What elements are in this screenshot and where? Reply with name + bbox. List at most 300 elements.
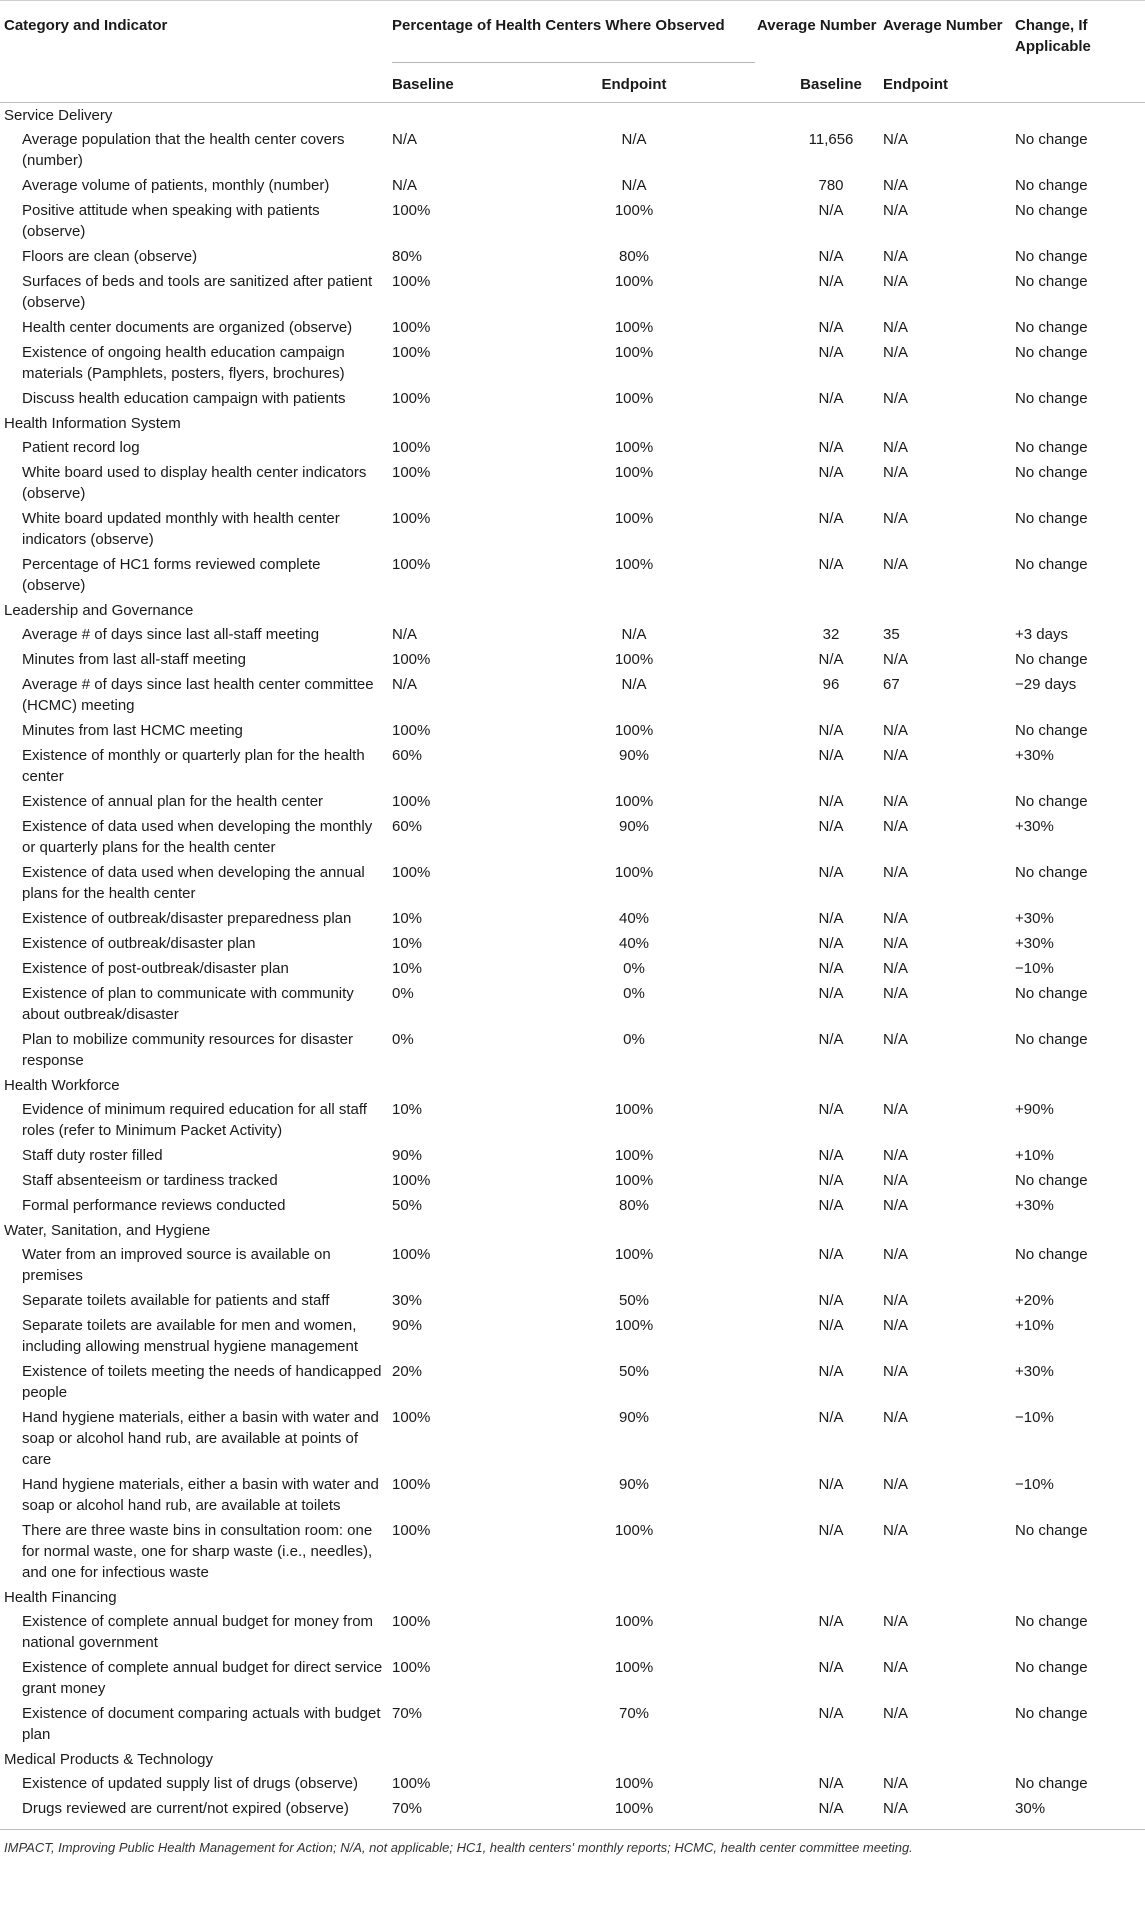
avg-endpoint-cell: N/A	[883, 343, 909, 361]
change-cell: No change	[1015, 984, 1088, 1002]
pct-baseline-cell: 100%	[392, 1521, 431, 1539]
indicator-cell: Existence of complete annual budget for direct service grant money	[22, 1658, 383, 1697]
avg-baseline-cell: N/A	[818, 1658, 844, 1676]
indicator-cell: Existence of outbreak/disaster plan	[22, 934, 256, 952]
avg-baseline-cell: N/A	[818, 318, 844, 336]
table-row	[0, 860, 1145, 906]
indicator-cell: Existence of post-outbreak/disaster plan	[22, 959, 289, 977]
avg-baseline-cell: N/A	[818, 1030, 844, 1048]
change-cell: No change	[1015, 247, 1088, 265]
avg-endpoint-cell: 35	[883, 625, 900, 643]
pct-baseline-cell: 10%	[392, 909, 423, 927]
category-row	[0, 1585, 1145, 1609]
change-cell: No change	[1015, 272, 1088, 290]
avg-baseline-cell: N/A	[818, 463, 844, 481]
change-cell: No change	[1015, 1171, 1088, 1189]
avg-baseline-cell: N/A	[818, 959, 844, 977]
change-cell: −10%	[1015, 959, 1054, 977]
table-row	[0, 622, 1145, 647]
pct-endpoint-cell: 100%	[614, 438, 654, 456]
change-cell: +30%	[1015, 817, 1054, 835]
avg-endpoint-cell: N/A	[883, 909, 909, 927]
avg-endpoint-cell: N/A	[883, 1100, 909, 1118]
table-row	[0, 1027, 1145, 1073]
table-header	[0, 1, 1145, 103]
indicator-cell: Separate toilets are available for men and women, including allowing menstrual hygiene management	[22, 1316, 359, 1355]
avg-endpoint-cell: N/A	[883, 959, 909, 977]
category-row	[0, 1747, 1145, 1771]
change-cell: +30%	[1015, 934, 1054, 952]
pct-baseline-cell: N/A	[392, 130, 418, 148]
indicator-cell: Minutes from last all-staff meeting	[22, 650, 246, 668]
indicator-cell: White board updated monthly with health center indicators (observe)	[22, 509, 340, 548]
avg-endpoint-cell: N/A	[883, 1316, 909, 1334]
pct-endpoint-cell: 100%	[614, 650, 654, 668]
avg-endpoint-cell: N/A	[883, 1245, 909, 1263]
pct-endpoint-cell: 80%	[618, 247, 650, 265]
pct-baseline-cell: 10%	[392, 934, 423, 952]
avg-endpoint-cell: N/A	[883, 176, 909, 194]
avg-endpoint-cell: N/A	[883, 746, 909, 764]
table-row	[0, 1796, 1145, 1830]
pct-baseline-cell: 100%	[392, 272, 431, 290]
table-row	[0, 244, 1145, 269]
table-row	[0, 931, 1145, 956]
table-row	[0, 173, 1145, 198]
pct-baseline-cell: 100%	[392, 318, 431, 336]
avg-endpoint-cell: N/A	[883, 318, 909, 336]
pct-baseline-cell: 60%	[392, 746, 423, 764]
indicator-cell: Staff duty roster filled	[22, 1146, 163, 1164]
indicator-cell: Existence of ongoing health education campaign materials (Pamphlets, posters, flyers, brochures)	[22, 343, 345, 382]
table-row	[0, 127, 1145, 173]
category-label: Health Financing	[4, 1588, 117, 1606]
avg-endpoint-cell: N/A	[883, 1704, 909, 1722]
pct-endpoint-cell: 100%	[614, 463, 654, 481]
pct-endpoint-cell: 100%	[614, 555, 654, 573]
table-row	[0, 1313, 1145, 1359]
pct-endpoint-cell: 100%	[614, 1100, 654, 1118]
pct-baseline-cell: 100%	[392, 343, 431, 361]
avg-baseline-cell: N/A	[818, 1612, 844, 1630]
avg-endpoint-cell: N/A	[883, 201, 909, 219]
avg-baseline-cell: N/A	[818, 1475, 844, 1493]
table-row	[0, 1242, 1145, 1288]
pct-baseline-cell: 10%	[392, 1100, 423, 1118]
table-row	[0, 435, 1145, 460]
avg-endpoint-cell: N/A	[877, 1796, 1009, 1830]
table-row	[0, 718, 1145, 743]
avg-baseline-cell: N/A	[818, 389, 844, 407]
avg-baseline-cell: N/A	[818, 746, 844, 764]
change-cell: −10%	[1015, 1475, 1054, 1493]
pct-endpoint-cell: 70%	[618, 1704, 650, 1722]
avg-endpoint-cell: N/A	[883, 792, 909, 810]
table-row	[0, 506, 1145, 552]
table-row	[0, 315, 1145, 340]
pct-endpoint-cell: 100%	[614, 318, 654, 336]
change-cell: No change	[1015, 792, 1088, 810]
category-row	[0, 1218, 1145, 1242]
change-cell: No change	[1015, 463, 1088, 481]
pct-endpoint-cell: 100%	[614, 343, 654, 361]
pct-baseline-cell: 10%	[392, 959, 423, 977]
indicator-cell: Hand hygiene materials, either a basin with water and soap or alcohol hand rub, are available at points of care	[22, 1408, 379, 1468]
pct-endpoint-cell: 40%	[618, 909, 650, 927]
pct-endpoint-cell: 0%	[623, 959, 645, 977]
table-body	[0, 103, 1145, 1830]
pct-baseline-cell: 80%	[392, 247, 423, 265]
avg-baseline-cell: N/A	[818, 817, 844, 835]
table-row	[0, 672, 1145, 718]
avg-baseline-cell: N/A	[818, 984, 844, 1002]
indicator-cell: There are three waste bins in consultation room: one for normal waste, one for sharp waste (i.e., needles), and one for infectious waste	[22, 1521, 373, 1581]
change-cell: No change	[1015, 509, 1088, 527]
pct-baseline-cell: 100%	[392, 389, 431, 407]
change-cell: +20%	[1015, 1291, 1054, 1309]
avg-baseline-cell: N/A	[755, 1796, 877, 1830]
percentage-header	[390, 1, 755, 63]
avg-endpoint-cell: N/A	[883, 463, 909, 481]
pct-endpoint-cell: 100%	[614, 1774, 654, 1792]
pct-endpoint-cell: 90%	[618, 1408, 650, 1426]
indicator-cell: Existence of outbreak/disaster preparedness plan	[22, 909, 352, 927]
change-cell: No change	[1015, 721, 1088, 739]
pct-endpoint-cell: 0%	[623, 984, 645, 1002]
table-row	[0, 981, 1145, 1027]
indicator-cell: Existence of toilets meeting the needs of handicapped people	[22, 1362, 382, 1401]
pct-baseline-cell: 60%	[392, 817, 423, 835]
change-cell: No change	[1015, 1658, 1088, 1676]
avg-endpoint-cell: N/A	[883, 130, 909, 148]
indicator-cell: Average population that the health center covers (number)	[22, 130, 345, 169]
pct-baseline-cell: 90%	[392, 1146, 423, 1164]
pct-baseline-cell: 100%	[392, 201, 431, 219]
indicator-cell: Separate toilets available for patients and staff	[22, 1291, 330, 1309]
average-number-endpoint-header: Average Number	[877, 1, 1009, 63]
avg-baseline-cell: N/A	[818, 555, 844, 573]
change-cell: No change	[1015, 1245, 1088, 1263]
change-cell: +10%	[1015, 1316, 1054, 1334]
avg-baseline-cell: N/A	[818, 1362, 844, 1380]
table-row	[0, 1193, 1145, 1218]
pct-baseline-cell: 100%	[392, 721, 431, 739]
avg-baseline-cell: N/A	[818, 1774, 844, 1792]
pct-baseline-cell: 100%	[392, 650, 431, 668]
table-row	[0, 386, 1145, 411]
table-row	[0, 743, 1145, 789]
pct-baseline-cell: 100%	[392, 438, 431, 456]
table-row	[0, 1472, 1145, 1518]
pct-baseline-cell: 100%	[392, 1658, 431, 1676]
avg-baseline-cell: N/A	[818, 1171, 844, 1189]
indicator-cell: Hand hygiene materials, either a basin with water and soap or alcohol hand rub, are available at toilets	[22, 1475, 379, 1514]
indicator-cell: Floors are clean (observe)	[22, 247, 198, 265]
pct-baseline-cell: 100%	[392, 1612, 431, 1630]
avg-baseline-cell: N/A	[818, 863, 844, 881]
table-row	[0, 1097, 1145, 1143]
avg-endpoint-cell: N/A	[883, 1030, 909, 1048]
avg-baseline-cell: 780	[818, 176, 844, 194]
avg-endpoint-cell: N/A	[883, 1146, 909, 1164]
indicator-cell: White board used to display health center indicators (observe)	[22, 463, 367, 502]
pct-endpoint-cell: 100%	[614, 1612, 654, 1630]
indicator-cell: Existence of data used when developing the annual plans for the health center	[22, 863, 365, 902]
category-label: Medical Products & Technology	[4, 1750, 214, 1768]
pct-endpoint-cell: 90%	[618, 817, 650, 835]
avg-baseline-cell: N/A	[818, 1704, 844, 1722]
category-label: Leadership and Governance	[4, 601, 194, 619]
avg-endpoint-cell: N/A	[883, 1196, 909, 1214]
table-row	[0, 460, 1145, 506]
pct-baseline-cell: 30%	[392, 1291, 423, 1309]
avg-baseline-cell: N/A	[818, 909, 844, 927]
table-row	[0, 1288, 1145, 1313]
avg-endpoint-cell: N/A	[883, 721, 909, 739]
table-row	[0, 269, 1145, 315]
category-label: Health Information System	[4, 414, 181, 432]
pct-endpoint-cell: 50%	[618, 1362, 650, 1380]
pct-baseline-cell: 100%	[392, 1475, 431, 1493]
avg-endpoint-cell: N/A	[883, 247, 909, 265]
table-row	[0, 1609, 1145, 1655]
pct-baseline-cell: 100%	[392, 863, 431, 881]
avg-baseline-cell: N/A	[818, 1146, 844, 1164]
change-cell: No change	[1015, 1774, 1088, 1792]
avg-baseline-cell: 32	[822, 625, 840, 643]
avg-endpoint-cell: N/A	[883, 817, 909, 835]
avg-baseline-cell: N/A	[818, 272, 844, 290]
change-cell: No change	[1015, 1521, 1088, 1539]
pct-baseline-cell: 100%	[392, 1774, 431, 1792]
pct-baseline-cell: 20%	[392, 1362, 423, 1380]
pct-endpoint-cell: 100%	[614, 1316, 654, 1334]
pct-baseline-cell: 70%	[390, 1796, 553, 1830]
change-cell: No change	[1015, 130, 1088, 148]
pct-endpoint-cell: N/A	[621, 675, 647, 693]
table-row	[0, 647, 1145, 672]
pct-endpoint-cell: N/A	[621, 130, 647, 148]
change-cell: +90%	[1015, 1100, 1054, 1118]
avg-endpoint-cell: N/A	[883, 984, 909, 1002]
table-row	[0, 1771, 1145, 1796]
pct-endpoint-cell: 100%	[614, 201, 654, 219]
indicator-cell: Percentage of HC1 forms reviewed complete (observe)	[22, 555, 321, 594]
category-row	[0, 1073, 1145, 1097]
pct-endpoint-cell: N/A	[621, 625, 647, 643]
indicator-cell: Minutes from last HCMC meeting	[22, 721, 243, 739]
category-row	[0, 411, 1145, 435]
avg-baseline-cell: N/A	[818, 1408, 844, 1426]
pct-endpoint-cell: 100%	[614, 863, 654, 881]
avg-endpoint-cell: N/A	[883, 863, 909, 881]
avg-baseline-cell: N/A	[818, 201, 844, 219]
pct-baseline-cell: N/A	[392, 625, 418, 643]
pct-endpoint-cell: 80%	[618, 1196, 650, 1214]
indicator-cell: Existence of document comparing actuals with budget plan	[22, 1704, 381, 1743]
table-row	[0, 1359, 1145, 1405]
pct-endpoint-cell: 90%	[618, 1475, 650, 1493]
avg-baseline-cell: N/A	[818, 792, 844, 810]
pct-baseline-subheader: Baseline	[392, 75, 454, 93]
average-number-baseline-header: Average Number	[755, 1, 877, 63]
pct-baseline-cell: 100%	[392, 555, 431, 573]
pct-endpoint-cell: 100%	[614, 1171, 654, 1189]
change-cell: +30%	[1015, 1196, 1054, 1214]
change-cell: No change	[1015, 1612, 1088, 1630]
avg-baseline-cell: N/A	[818, 1521, 844, 1539]
avg-endpoint-cell: N/A	[883, 1171, 909, 1189]
avg-endpoint-cell: N/A	[883, 1612, 909, 1630]
table-row	[0, 956, 1145, 981]
indicator-cell: Existence of monthly or quarterly plan for the health center	[22, 746, 365, 785]
pct-endpoint-cell: 100%	[553, 1796, 755, 1830]
table-row	[0, 789, 1145, 814]
pct-endpoint-cell: 40%	[618, 934, 650, 952]
avg-baseline-cell: N/A	[818, 934, 844, 952]
percentage-header-rule	[392, 62, 755, 63]
pct-baseline-cell: N/A	[392, 675, 418, 693]
category-label: Service Delivery	[4, 107, 113, 124]
pct-baseline-cell: N/A	[392, 176, 418, 194]
avg-baseline-cell: N/A	[818, 247, 844, 265]
table-row	[0, 340, 1145, 386]
table-row	[0, 1405, 1145, 1472]
indicator-cell: Existence of annual plan for the health center	[22, 792, 324, 810]
avg-baseline-cell: N/A	[818, 1316, 844, 1334]
indicator-cell: Average # of days since last all-staff meeting	[22, 625, 320, 643]
avg-endpoint-cell: N/A	[883, 650, 909, 668]
avg-endpoint-cell: N/A	[883, 1521, 909, 1539]
change-cell: No change	[1015, 863, 1088, 881]
indicator-cell: Existence of data used when developing the monthly or quarterly plans for the health center	[22, 817, 373, 856]
pct-baseline-cell: 90%	[392, 1316, 423, 1334]
pct-endpoint-cell: 50%	[618, 1291, 650, 1309]
avg-baseline-cell: N/A	[818, 721, 844, 739]
pct-baseline-cell: 50%	[392, 1196, 423, 1214]
pct-endpoint-cell: 0%	[623, 1030, 645, 1048]
pct-endpoint-cell: 100%	[614, 389, 654, 407]
change-cell: No change	[1015, 318, 1088, 336]
indicator-cell: Drugs reviewed are current/not expired (observe)	[0, 1796, 390, 1830]
table-row	[0, 1701, 1145, 1747]
pct-endpoint-cell: 100%	[614, 1521, 654, 1539]
change-cell: No change	[1015, 1704, 1088, 1722]
avg-endpoint-cell: N/A	[883, 934, 909, 952]
avg-endpoint-cell: N/A	[883, 555, 909, 573]
avg-endpoint-cell: N/A	[883, 1475, 909, 1493]
indicator-cell: Health center documents are organized (observe)	[22, 318, 353, 336]
category-header: Category and Indicator	[0, 1, 390, 103]
pct-endpoint-cell: 100%	[614, 1658, 654, 1676]
avg-endpoint-cell: N/A	[883, 272, 909, 290]
category-label: Health Workforce	[4, 1076, 120, 1094]
pct-endpoint-subheader: Endpoint	[601, 75, 667, 93]
avg-endpoint-cell: N/A	[883, 1362, 909, 1380]
table-row	[0, 1655, 1145, 1701]
avg-endpoint-cell: N/A	[883, 438, 909, 456]
change-cell: No change	[1015, 176, 1088, 194]
change-cell: −10%	[1015, 1408, 1054, 1426]
table-row	[0, 552, 1145, 598]
change-cell: No change	[1015, 201, 1088, 219]
pct-endpoint-cell: N/A	[621, 176, 647, 194]
pct-baseline-cell: 70%	[392, 1704, 423, 1722]
avg-endpoint-cell: N/A	[883, 509, 909, 527]
indicator-cell: Existence of updated supply list of drugs (observe)	[22, 1774, 359, 1792]
pct-baseline-cell: 100%	[392, 792, 431, 810]
header-row	[0, 1, 1145, 63]
indicator-cell: Patient record log	[22, 438, 140, 456]
change-cell: No change	[1015, 438, 1088, 456]
change-cell: +30%	[1015, 909, 1054, 927]
indicator-cell: Average # of days since last health center committee (HCMC) meeting	[22, 675, 374, 714]
percentage-header-label: Percentage of Health Centers Where Observed	[392, 17, 725, 34]
avg-endpoint-subheader: Endpoint	[883, 75, 948, 93]
table-row	[0, 1168, 1145, 1193]
avg-baseline-cell: N/A	[818, 1196, 844, 1214]
change-cell: +3 days	[1015, 625, 1068, 643]
pct-endpoint-cell: 100%	[614, 792, 654, 810]
indicator-cell: Water from an improved source is available on premises	[22, 1245, 331, 1284]
avg-baseline-cell: N/A	[818, 650, 844, 668]
indicator-cell: Discuss health education campaign with patients	[22, 389, 346, 407]
change-cell: No change	[1015, 650, 1088, 668]
category-label: Water, Sanitation, and Hygiene	[4, 1221, 211, 1239]
avg-endpoint-cell: N/A	[883, 1658, 909, 1676]
avg-baseline-cell: N/A	[818, 343, 844, 361]
avg-baseline-cell: N/A	[818, 1100, 844, 1118]
pct-baseline-cell: 100%	[392, 463, 431, 481]
pct-baseline-cell: 0%	[392, 984, 414, 1002]
avg-baseline-cell: N/A	[818, 1291, 844, 1309]
table-row	[0, 1518, 1145, 1585]
table-row	[0, 906, 1145, 931]
change-cell: +30%	[1015, 746, 1054, 764]
table-row	[0, 1143, 1145, 1168]
avg-endpoint-cell: N/A	[883, 389, 909, 407]
avg-endpoint-cell: N/A	[883, 1774, 909, 1792]
table-row	[0, 814, 1145, 860]
indicator-cell: Existence of plan to communicate with community about outbreak/disaster	[22, 984, 354, 1023]
pct-baseline-cell: 100%	[392, 1408, 431, 1426]
indicator-cell: Formal performance reviews conducted	[22, 1196, 286, 1214]
indicator-cell: Staff absenteeism or tardiness tracked	[22, 1171, 278, 1189]
avg-endpoint-cell: N/A	[883, 1291, 909, 1309]
avg-endpoint-cell: 67	[883, 675, 900, 693]
avg-endpoint-cell: N/A	[883, 1408, 909, 1426]
pct-baseline-cell: 100%	[392, 509, 431, 527]
change-cell: No change	[1015, 1030, 1088, 1048]
pct-baseline-cell: 100%	[392, 1171, 431, 1189]
table-row	[0, 198, 1145, 244]
avg-baseline-subheader: Baseline	[800, 75, 862, 93]
pct-endpoint-cell: 100%	[614, 272, 654, 290]
avg-baseline-cell: 11,656	[808, 130, 854, 148]
avg-baseline-cell: 96	[822, 675, 840, 693]
change-cell: −29 days	[1015, 675, 1077, 693]
indicator-cell: Plan to mobilize community resources for disaster response	[22, 1030, 353, 1069]
indicator-cell: Positive attitude when speaking with patients (observe)	[22, 201, 320, 240]
change-cell: No change	[1015, 555, 1088, 573]
pct-baseline-cell: 100%	[392, 1245, 431, 1263]
indicator-cell: Average volume of patients, monthly (number)	[22, 176, 330, 194]
pct-endpoint-cell: 100%	[614, 1146, 654, 1164]
pct-endpoint-cell: 100%	[614, 1245, 654, 1263]
avg-baseline-cell: N/A	[818, 509, 844, 527]
pct-endpoint-cell: 90%	[618, 746, 650, 764]
change-cell: +30%	[1015, 1362, 1054, 1380]
